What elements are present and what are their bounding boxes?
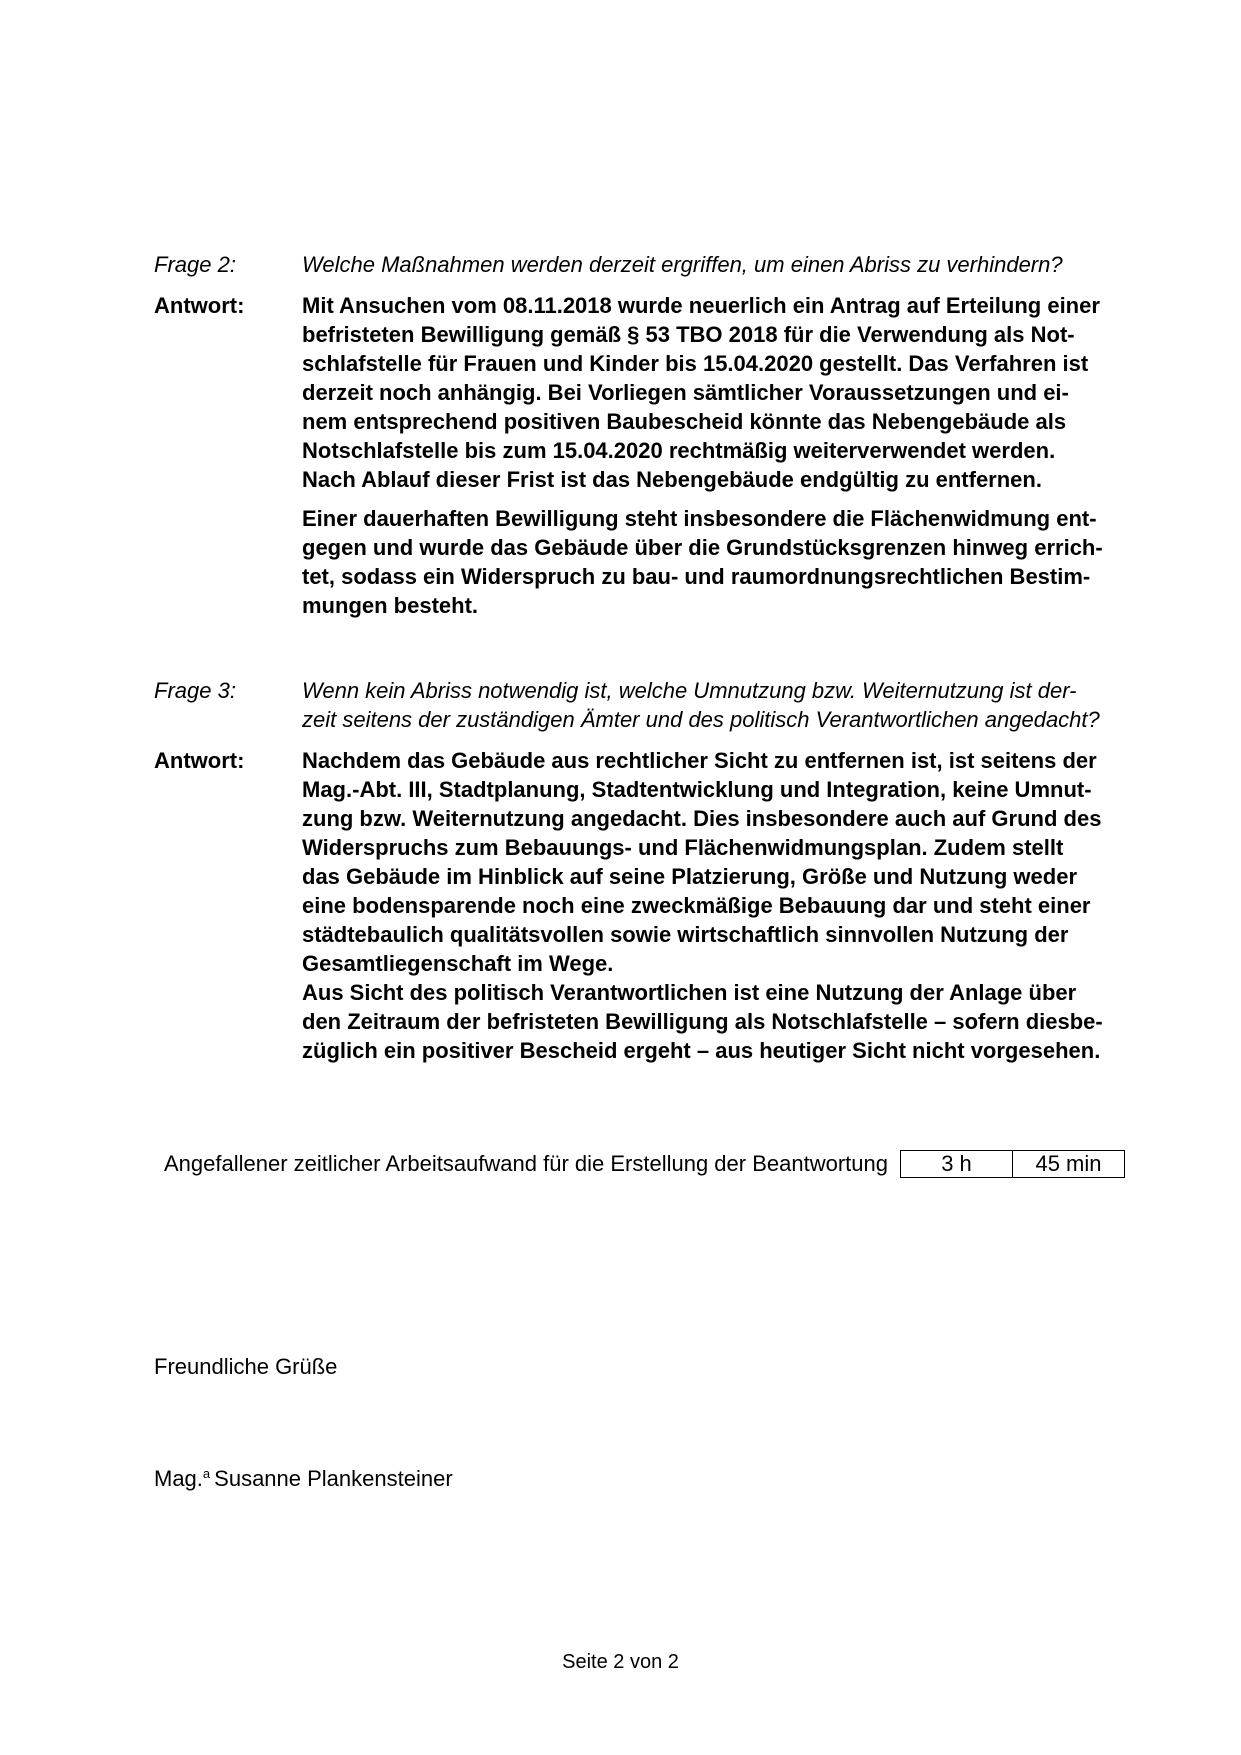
work-effort-row (164, 1150, 1125, 1178)
signature-title-superscript: a (202, 1466, 211, 1481)
answer-2-line: mungen besteht. (302, 593, 479, 618)
answer-2-line: Mit Ansuchen vom 08.11.2018 wurde neuerlich ein Antrag auf Erteilung einer (302, 293, 1100, 318)
question-2-line: Welche Maßnahmen werden derzeit ergriffen, um einen Abriss zu verhindern? (302, 252, 1063, 277)
answer-2-label: Antwort: (154, 293, 245, 318)
answer-2-line: Notschlafstelle bis zum 15.04.2020 rechtmäßig weiterverwendet werden. (302, 438, 1056, 463)
answer-3-line: züglich ein positiver Bescheid ergeht – aus heutiger Sicht nicht vorgesehen. (302, 1038, 1101, 1063)
question-3-line: zeit seitens der zuständigen Ämter und des politisch Verantwortlichen angedacht? (302, 707, 1100, 732)
work-effort-minutes: 45 min (1012, 1151, 1124, 1177)
answer-3-line: zung bzw. Weiternutzung angedacht. Dies insbesondere auch auf Grund des (302, 806, 1102, 831)
question-3-text (302, 676, 1144, 734)
signature-name (154, 1466, 453, 1492)
answer-2-line: tet, sodass ein Widerspruch zu bau- und raumordnungsrechtlichen Bestim- (302, 564, 1091, 589)
page-number: Seite 2 von 2 (562, 1651, 679, 1673)
answer-3-text (302, 746, 1144, 1065)
answer-3-label: Antwort: (154, 748, 245, 773)
question-3-line: Wenn kein Abriss notwendig ist, welche Umnutzung bzw. Weiternutzung ist der- (302, 678, 1077, 703)
answer-3-line: Gesamtliegenschaft im Wege. (302, 951, 614, 976)
work-effort-table (900, 1150, 1125, 1178)
question-3-label: Frage 3: (154, 678, 236, 703)
work-effort-label: Angefallener zeitlicher Arbeitsaufwand für die Erstellung der Beantwortung (164, 1151, 888, 1176)
answer-2-line: gegen und wurde das Gebäude über die Grundstücksgrenzen hinweg errich- (302, 535, 1103, 560)
answer-3-line: städtebaulich qualitätsvollen sowie wirtschaftlich sinnvollen Nutzung der (302, 922, 1069, 947)
answer-2-paragraph-2 (302, 504, 1144, 620)
answer-2 (154, 291, 1144, 620)
question-2 (154, 250, 1144, 279)
signature-title: Mag. (154, 1466, 203, 1491)
answer-3-line: Aus Sicht des politisch Verantwortlichen ist eine Nutzung der Anlage über (302, 980, 1077, 1005)
answer-2-paragraph-1 (302, 291, 1144, 494)
answer-3-line: das Gebäude im Hinblick auf seine Platzierung, Größe und Nutzung weder (302, 864, 1078, 889)
answer-2-line: derzeit noch anhängig. Bei Vorliegen sämtlicher Voraussetzungen und ei- (302, 380, 1069, 405)
question-3 (154, 676, 1144, 734)
answer-2-line: befristeten Bewilligung gemäß § 53 TBO 2018 für die Verwendung als Not- (302, 322, 1075, 347)
closing-greeting: Freundliche Grüße (154, 1354, 338, 1379)
answer-2-line: schlafstelle für Frauen und Kinder bis 15.04.2020 gestellt. Das Verfahren ist (302, 351, 1089, 376)
answer-3-line: Nachdem das Gebäude aus rechtlicher Sicht zu entfernen ist, ist seitens der (302, 748, 1097, 773)
answer-3-line: Widerspruchs zum Bebauungs- und Flächenwidmungsplan. Zudem stellt (302, 835, 1064, 860)
answer-2-line: nem entsprechend positiven Baubescheid könnte das Nebengebäude als (302, 409, 1067, 434)
question-2-text (302, 250, 1144, 279)
work-effort-hours: 3 h (941, 1151, 972, 1176)
answer-2-text (302, 291, 1144, 620)
question-2-label: Frage 2: (154, 252, 236, 277)
answer-3-line: eine bodensparende noch eine zweckmäßige Bebauung dar und steht einer (302, 893, 1091, 918)
answer-2-line: Nach Ablauf dieser Frist ist das Nebengebäude endgültig zu entfernen. (302, 467, 1042, 492)
answer-2-line: Einer dauerhaften Bewilligung steht insbesondere die Flächenwidmung ent- (302, 506, 1097, 531)
answer-3-line: den Zeitraum der befristeten Bewilligung als Notschlafstelle – sofern diesbe- (302, 1009, 1103, 1034)
answer-3 (154, 746, 1144, 1065)
answer-3-line: Mag.-Abt. III, Stadtplanung, Stadtentwicklung und Integration, keine Umnut- (302, 777, 1092, 802)
signature-person: Susanne Plankensteiner (214, 1466, 453, 1491)
